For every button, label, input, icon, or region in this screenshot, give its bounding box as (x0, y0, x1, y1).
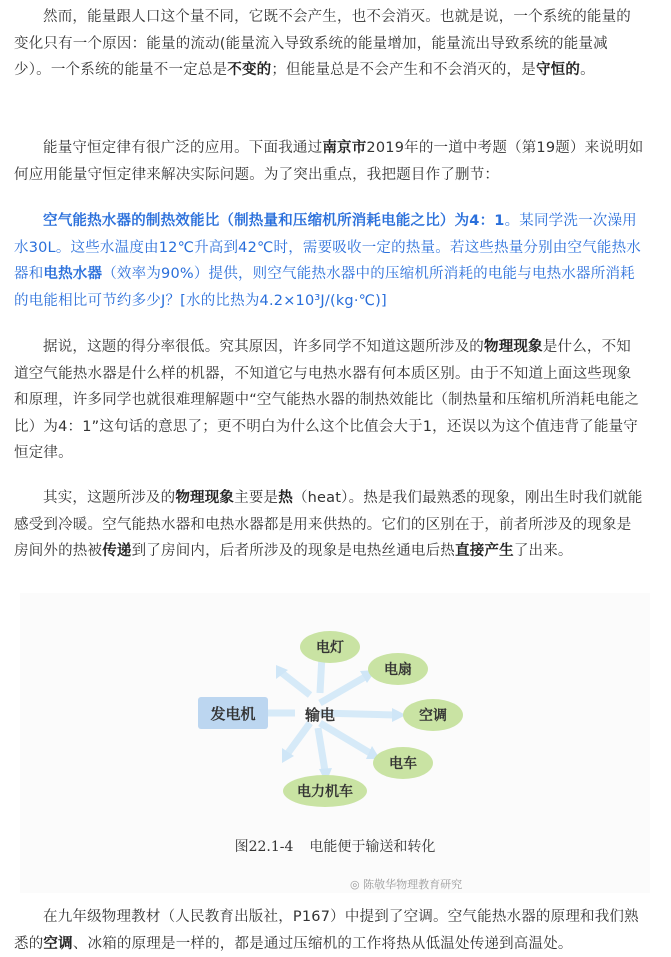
hub-label: 输电 (304, 706, 336, 724)
transmission-diagram (20, 593, 650, 833)
paragraph-heat: 其实，这题所涉及的物理现象主要是热（heat）。热是我们最熟悉的现象，刚出生时我们就能感受到冷暖。空气能热水器和电热水器都是用来供热的。它们的区别在于，前者所涉及的现象是房间外的热被传递到了房间内，后者所涉及的现象是电热丝通电后热直接产生了出来。 (14, 490, 643, 559)
bold-text: 直接产生 (455, 543, 514, 559)
paragraph-application: 能量守恒定律有很广泛的应用。下面我通过南京市2019年的一道中考题（第19题）来说明如何应用能量守恒定律来解决实际问题。为了突出重点，我把题目作了删节： (14, 140, 644, 183)
bold-text: 电热水器 (43, 266, 103, 282)
bold-text: 物理现象 (175, 490, 235, 506)
arrow-to-train (318, 728, 325, 771)
bold-text: 守恒的 (535, 62, 581, 78)
watermark: ◎ 陈敬华物理教育研究 (350, 878, 463, 891)
bold-text: 不变的 (227, 62, 272, 78)
caption-text: 电能便于输送和转化 (309, 839, 436, 855)
bold-text: 空调 (43, 935, 73, 952)
bold-text: 物理现象 (484, 339, 543, 355)
bold-text: 空气能热水器的制热效能比（制热量和压缩机所消耗电能之比）为4：1 (43, 213, 505, 229)
caption-number: 图22.1-4 (234, 839, 294, 855)
arrow-up-left (282, 673, 310, 695)
target-ac: 空调 (419, 708, 447, 724)
paragraph-textbook: 在九年级物理教材（人民教育出版社，P167）中提到了空调。空气能热水器的原理和我们熟悉的空调、冰箱的原理是一样的，都是通过压缩机的工作将热从低温处传递到高温处。 (14, 909, 639, 952)
exam-question: 空气能热水器的制热效能比（制热量和压缩机所消耗电能之比）为4：1。某同学洗一次澡用水30L。这些水温度由12℃升高到42℃时，需要吸收一定的热量。若这些热量分别由空气能热水器和电热水器（效率为90%）提供，则空气能热水器中的压缩机所消耗的电能与电热水器所消耗的电能相比可节约多少J？[水的比热为4.2×10³J/(kg·℃)] (14, 213, 641, 309)
arrow-to-tram (320, 723, 370, 753)
target-fan: 电扇 (384, 662, 412, 678)
bold-text: 传递 (102, 543, 132, 559)
paragraph-energy-conservation: 然而，能量跟人口这个量不同，它既不会产生，也不会消灭。也就是说，一个系统的能量的变化只有一个原因：能量的流动(能量流入导致系统的能量增加，能量流出导致系统的能量减少）。一个系统的能量不一定总是不变的；但能量总是不会产生和不会消灭的，是守恒的。 (14, 9, 631, 78)
arrow-down-left (288, 723, 310, 753)
target-train: 电力机车 (297, 784, 353, 800)
bold-text: 南京市 (322, 140, 367, 156)
arrow-to-fan (320, 677, 365, 703)
figure-energy-transmission (20, 593, 650, 893)
target-tram: 电车 (389, 756, 417, 772)
bold-text: 热 (278, 490, 293, 506)
generator-label: 发电机 (210, 705, 256, 723)
target-lamp: 电灯 (316, 640, 344, 656)
paragraph-analysis: 据说，这题的得分率很低。究其原因，许多同学不知道这题所涉及的物理现象是什么，不知道空气能热水器是什么样的机器，不知道它与电热水器有何本质区别。由于不知道上面这些现象和原理，许多同学也就很难理解题中“空气能热水器的制热效能比（制热量和压缩机所消耗电能之比）为4：1”这句话的意思了；更不明白为什么这个比值会大于1，还误以为这个值违背了能量守恒定律。 (14, 339, 640, 461)
wechat-icon: ◎ (350, 878, 364, 891)
figure-caption (20, 836, 650, 856)
